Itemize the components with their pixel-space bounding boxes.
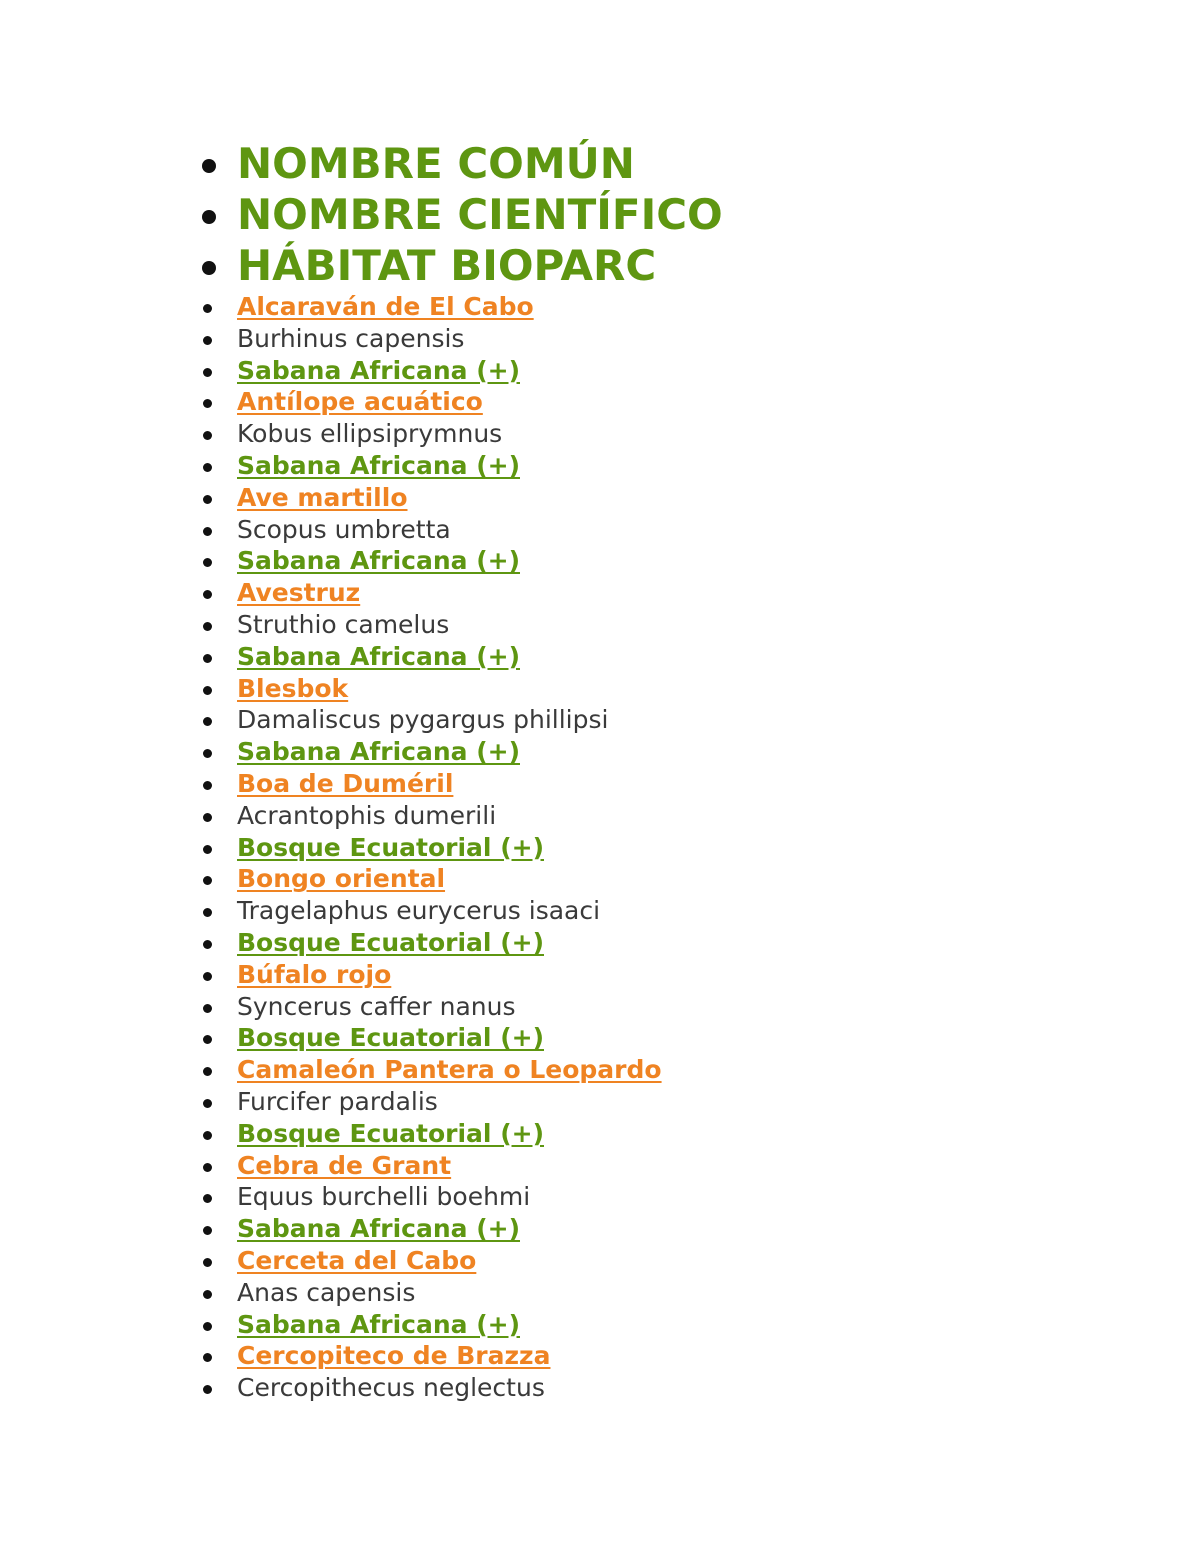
header-common-name xyxy=(200,138,723,189)
bullet-icon xyxy=(203,654,212,663)
bullet-icon xyxy=(203,876,212,885)
bullet-icon xyxy=(203,1163,212,1172)
bullet-icon xyxy=(203,336,212,345)
list-item xyxy=(200,514,662,546)
list-item xyxy=(200,450,662,482)
header-habitat xyxy=(200,240,723,291)
bullet-icon xyxy=(203,527,212,536)
list-item xyxy=(200,577,662,609)
scientific-name: Scopus umbretta xyxy=(237,514,451,544)
scientific-name: Burhinus capensis xyxy=(237,323,465,353)
scientific-name: Furcifer pardalis xyxy=(237,1086,438,1116)
bullet-icon xyxy=(203,1322,212,1331)
header-label: NOMBRE COMÚN xyxy=(237,139,635,188)
bullet-icon xyxy=(203,1385,212,1394)
bullet-icon xyxy=(202,210,216,224)
list-item xyxy=(200,641,662,673)
bullet-icon xyxy=(203,781,212,790)
bullet-icon xyxy=(203,908,212,917)
list-item xyxy=(200,355,662,387)
habitat-link[interactable]: Bosque Ecuatorial (+) xyxy=(237,832,544,862)
bullet-icon xyxy=(203,686,212,695)
list-item xyxy=(200,1213,662,1245)
bullet-icon xyxy=(203,431,212,440)
bullet-icon xyxy=(203,304,212,313)
list-item xyxy=(200,768,662,800)
scientific-name: Struthio camelus xyxy=(237,609,450,639)
habitat-link[interactable]: Bosque Ecuatorial (+) xyxy=(237,1118,544,1148)
habitat-link[interactable]: Sabana Africana (+) xyxy=(237,355,520,385)
list-item xyxy=(200,800,662,832)
common-name-link[interactable]: Cerceta del Cabo xyxy=(237,1245,477,1275)
list-item xyxy=(200,736,662,768)
bullet-icon xyxy=(203,1035,212,1044)
bullet-icon xyxy=(203,813,212,822)
bullet-icon xyxy=(203,590,212,599)
bullet-icon xyxy=(203,940,212,949)
scientific-name: Equus burchelli boehmi xyxy=(237,1182,531,1212)
header-scientific-name xyxy=(200,189,723,240)
list-item xyxy=(200,1086,662,1118)
common-name-link[interactable]: Blesbok xyxy=(237,673,349,703)
habitat-link[interactable]: Bosque Ecuatorial (+) xyxy=(237,927,544,957)
bullet-icon xyxy=(202,159,216,173)
bullet-icon xyxy=(203,558,212,567)
bullet-icon xyxy=(203,1226,212,1235)
bullet-icon xyxy=(203,495,212,504)
list-item xyxy=(200,386,662,418)
list-item xyxy=(200,704,662,736)
common-name-link[interactable]: Boa de Duméril xyxy=(237,768,454,798)
common-name-link[interactable]: Bongo oriental xyxy=(237,864,446,894)
common-name-link[interactable]: Ave martillo xyxy=(237,482,408,512)
bullet-icon xyxy=(203,1099,212,1108)
common-name-link[interactable]: Búfalo rojo xyxy=(237,959,392,989)
header-label: HÁBITAT BIOPARC xyxy=(237,241,657,290)
habitat-link[interactable]: Sabana Africana (+) xyxy=(237,1309,520,1339)
list-item xyxy=(200,1022,662,1054)
common-name-link[interactable]: Avestruz xyxy=(237,578,361,608)
habitat-link[interactable]: Sabana Africana (+) xyxy=(237,450,520,480)
common-name-link[interactable]: Cercopiteco de Brazza xyxy=(237,1341,551,1371)
header-label: NOMBRE CIENTÍFICO xyxy=(237,190,723,239)
bullet-icon xyxy=(203,463,212,472)
common-name-link[interactable]: Camaleón Pantera o Leopardo xyxy=(237,1055,662,1085)
scientific-name: Tragelaphus eurycerus isaaci xyxy=(237,896,601,926)
list-item xyxy=(200,927,662,959)
bullet-icon xyxy=(203,1067,212,1076)
list-item xyxy=(200,1054,662,1086)
list-item xyxy=(200,991,662,1023)
bullet-icon xyxy=(203,717,212,726)
list-item xyxy=(200,1181,662,1213)
bullet-icon xyxy=(203,1194,212,1203)
bullet-icon xyxy=(203,622,212,631)
list-item xyxy=(200,673,662,705)
species-list xyxy=(200,291,662,1404)
scientific-name: Anas capensis xyxy=(237,1277,416,1307)
bullet-icon xyxy=(203,1131,212,1140)
list-item xyxy=(200,832,662,864)
common-name-link[interactable]: Cebra de Grant xyxy=(237,1150,452,1180)
scientific-name: Syncerus caffer nanus xyxy=(237,991,516,1021)
list-item xyxy=(200,609,662,641)
list-item xyxy=(200,1150,662,1182)
bullet-icon xyxy=(203,749,212,758)
scientific-name: Kobus ellipsiprymnus xyxy=(237,419,503,449)
list-item xyxy=(200,959,662,991)
list-item xyxy=(200,545,662,577)
list-item xyxy=(200,323,662,355)
bullet-icon xyxy=(203,1258,212,1267)
bullet-icon xyxy=(203,1004,212,1013)
scientific-name: Damaliscus pygargus phillipsi xyxy=(237,705,609,735)
bullet-icon xyxy=(203,972,212,981)
habitat-link[interactable]: Bosque Ecuatorial (+) xyxy=(237,1023,544,1053)
list-item xyxy=(200,291,662,323)
list-item xyxy=(200,1277,662,1309)
column-header-list xyxy=(200,138,723,291)
list-item xyxy=(200,418,662,450)
scientific-name: Acrantophis dumerili xyxy=(237,800,497,830)
bullet-icon xyxy=(203,399,212,408)
list-item xyxy=(200,1340,662,1372)
list-item xyxy=(200,895,662,927)
scientific-name: Cercopithecus neglectus xyxy=(237,1373,545,1403)
common-name-link[interactable]: Alcaraván de El Cabo xyxy=(237,292,534,321)
list-item xyxy=(200,1309,662,1341)
list-item xyxy=(200,1245,662,1277)
bullet-icon xyxy=(203,368,212,377)
habitat-link[interactable]: Sabana Africana (+) xyxy=(237,1214,520,1244)
habitat-link[interactable]: Sabana Africana (+) xyxy=(237,641,520,671)
bullet-icon xyxy=(202,261,216,275)
habitat-link[interactable]: Sabana Africana (+) xyxy=(237,546,520,576)
list-item xyxy=(200,1118,662,1150)
list-item xyxy=(200,482,662,514)
list-item xyxy=(200,1372,662,1404)
habitat-link[interactable]: Sabana Africana (+) xyxy=(237,737,520,767)
list-item xyxy=(200,863,662,895)
bullet-icon xyxy=(203,1353,212,1362)
common-name-link[interactable]: Antílope acuático xyxy=(237,387,483,417)
bullet-icon xyxy=(203,1290,212,1299)
bullet-icon xyxy=(203,845,212,854)
